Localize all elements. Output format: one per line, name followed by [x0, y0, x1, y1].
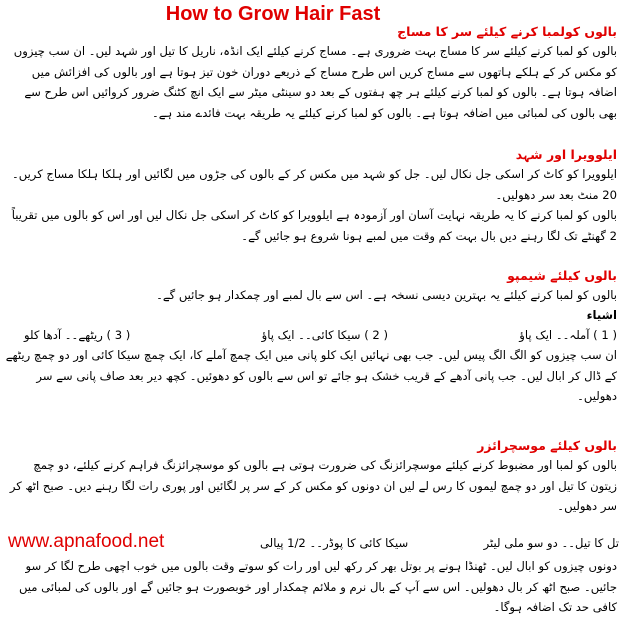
ingredients-list [4, 325, 619, 345]
section-final-block [4, 556, 619, 618]
section-head-massage-block [4, 22, 619, 123]
section-text-aloe-2: بالوں کو لمبا کرنے کا یہ طریقہ نہایت آسان اور آزمودہ ہے ایلوویرا کو کاٹ کر اسکی جل نکال لیں اور اس کو بالوں میں تقریباً 2 گھنٹے تک لگا رہنے دیں بال بہت کم وقت میں لمبے ہونا شروع ہو جائیں گے۔ [11, 208, 617, 243]
section-text-shampoo: بالوں کو لمبا کرنے کیلئے یہ بہترین دیسی نسخہ ہے۔ اس سے بال لمبے اور چمکدار ہو جائیں گے۔ [156, 288, 617, 302]
section-text-shampoo-2: ان سب چیزوں کو الگ الگ پیس لیں۔ جب بھی نہائیں ایک کلو پانی میں ایک چمچ آملے کا، ایک چمچ سیکا کائی اور دو چمچ ریٹھے کے ڈال کر ابال لیں۔ جب پانی آدھے کے قریب خشک ہو جائے تو اس سے بالوں کو دھوئیں۔ کچھ دیر بعد صاف پانی سے سر دھولیں۔ [5, 348, 617, 403]
section-heading-aloe: ایلوویرا اور شہد [515, 147, 617, 162]
section-text-massage: بالوں کو لمبا کرنے کیلئے سر کا مساج بہت ضروری ہے۔ مساج کرنے کیلئے ایک انڈہ، ناریل کا تیل اور شہد لیں۔ ان سب چیزوں کو مکس کر کے ہلکے ہاتھوں سے مساج کریں اس طرح مساج کے ذریعے دوران خون تیز ہوتا ہے اور بالوں کی افزائش میں اضافہ ہوتا ہے۔ بالوں کو لمبا کرنے کیلئے ہر چھ ہفتوں کے بعد دو سینٹی میٹر سے ایک انچ کٹنگ ضرور کروائیں اس طرح سے بھی بالوں کی لمبائی میں اضافہ ہوتا ہے۔ بالوں کو لمبا کرنے کیلئے یہ طریقہ بہت فائدے مند ہے۔ [13, 44, 617, 120]
section-text-aloe-1: ایلوویرا کو کاٹ کر اسکی جل نکال لیں۔ جل کو شہد میں مکس کر کے بالوں کی جڑوں میں لگائیں اور ہلکا ہلکا مساج کریں۔ 20 منٹ بعد سر دھولیں۔ [11, 167, 617, 202]
quantity-item: تل کا تیل۔۔ دو سو ملی لیٹر [483, 536, 619, 550]
section-aloe-block [4, 145, 619, 246]
section-text-moisturizer-2: دونوں چیزوں کو ابال لیں۔ ٹھنڈا ہونے پر بوتل بھر کر رکھ لیں اور رات کو سوتے وقت بالوں میں خوب اچھی طرح لگا کر سو جائیں۔ صبح اٹھ کر بال دھولیں۔ اس سے آپ کے بال نرم و ملائم چمکدار اور خوبصورت ہو جائیں گے اور بالوں کی لمبائی میں کافی حد تک اضافہ ہوگا۔ [18, 559, 617, 614]
quantities-list [260, 533, 619, 553]
section-shampoo-block [4, 266, 619, 407]
ingredients-label: اشیاء [586, 308, 617, 322]
ingredient-item: ( 2 ) سیکا کائی۔۔ ایک پاؤ [261, 328, 389, 342]
ingredient-item: ( 3 ) ریٹھے۔۔ آدھا کلو [24, 328, 131, 342]
section-heading-shampoo: بالوں کیلئے شیمپو [507, 268, 617, 283]
ingredient-item: ( 1 ) آملہ۔۔ ایک پاؤ [519, 328, 617, 342]
section-heading-moisturizer: بالوں کیلئے موسچرائزر [477, 438, 617, 453]
section-moisturizer-block [4, 436, 619, 517]
quantity-item: سیکا کائی کا پوڈر۔۔ 1/2 پیالی [260, 536, 409, 550]
section-heading-massage: بالوں کولمبا کرنے کیلئے سر کا مساج [397, 24, 617, 39]
section-text-moisturizer: بالوں کو لمبا اور مضبوط کرنے کیلئے موسچرائزنگ کی ضرورت ہوتی ہے بالوں کو موسچرائزنگ فراہم کرنے کیلئے، دو چمچ زیتون کا تیل اور دو چمچ لیموں کا رس لے لیں ان دونوں کو مکس کر کے سر پر لگائیں اور پوری رات لگا رہنے دیں۔ صبح اٹھ کر سر دھولیں۔ [9, 458, 617, 513]
page-title: How to Grow Hair Fast [165, 3, 381, 25]
website-link[interactable]: www.apnafood.net [8, 531, 165, 552]
